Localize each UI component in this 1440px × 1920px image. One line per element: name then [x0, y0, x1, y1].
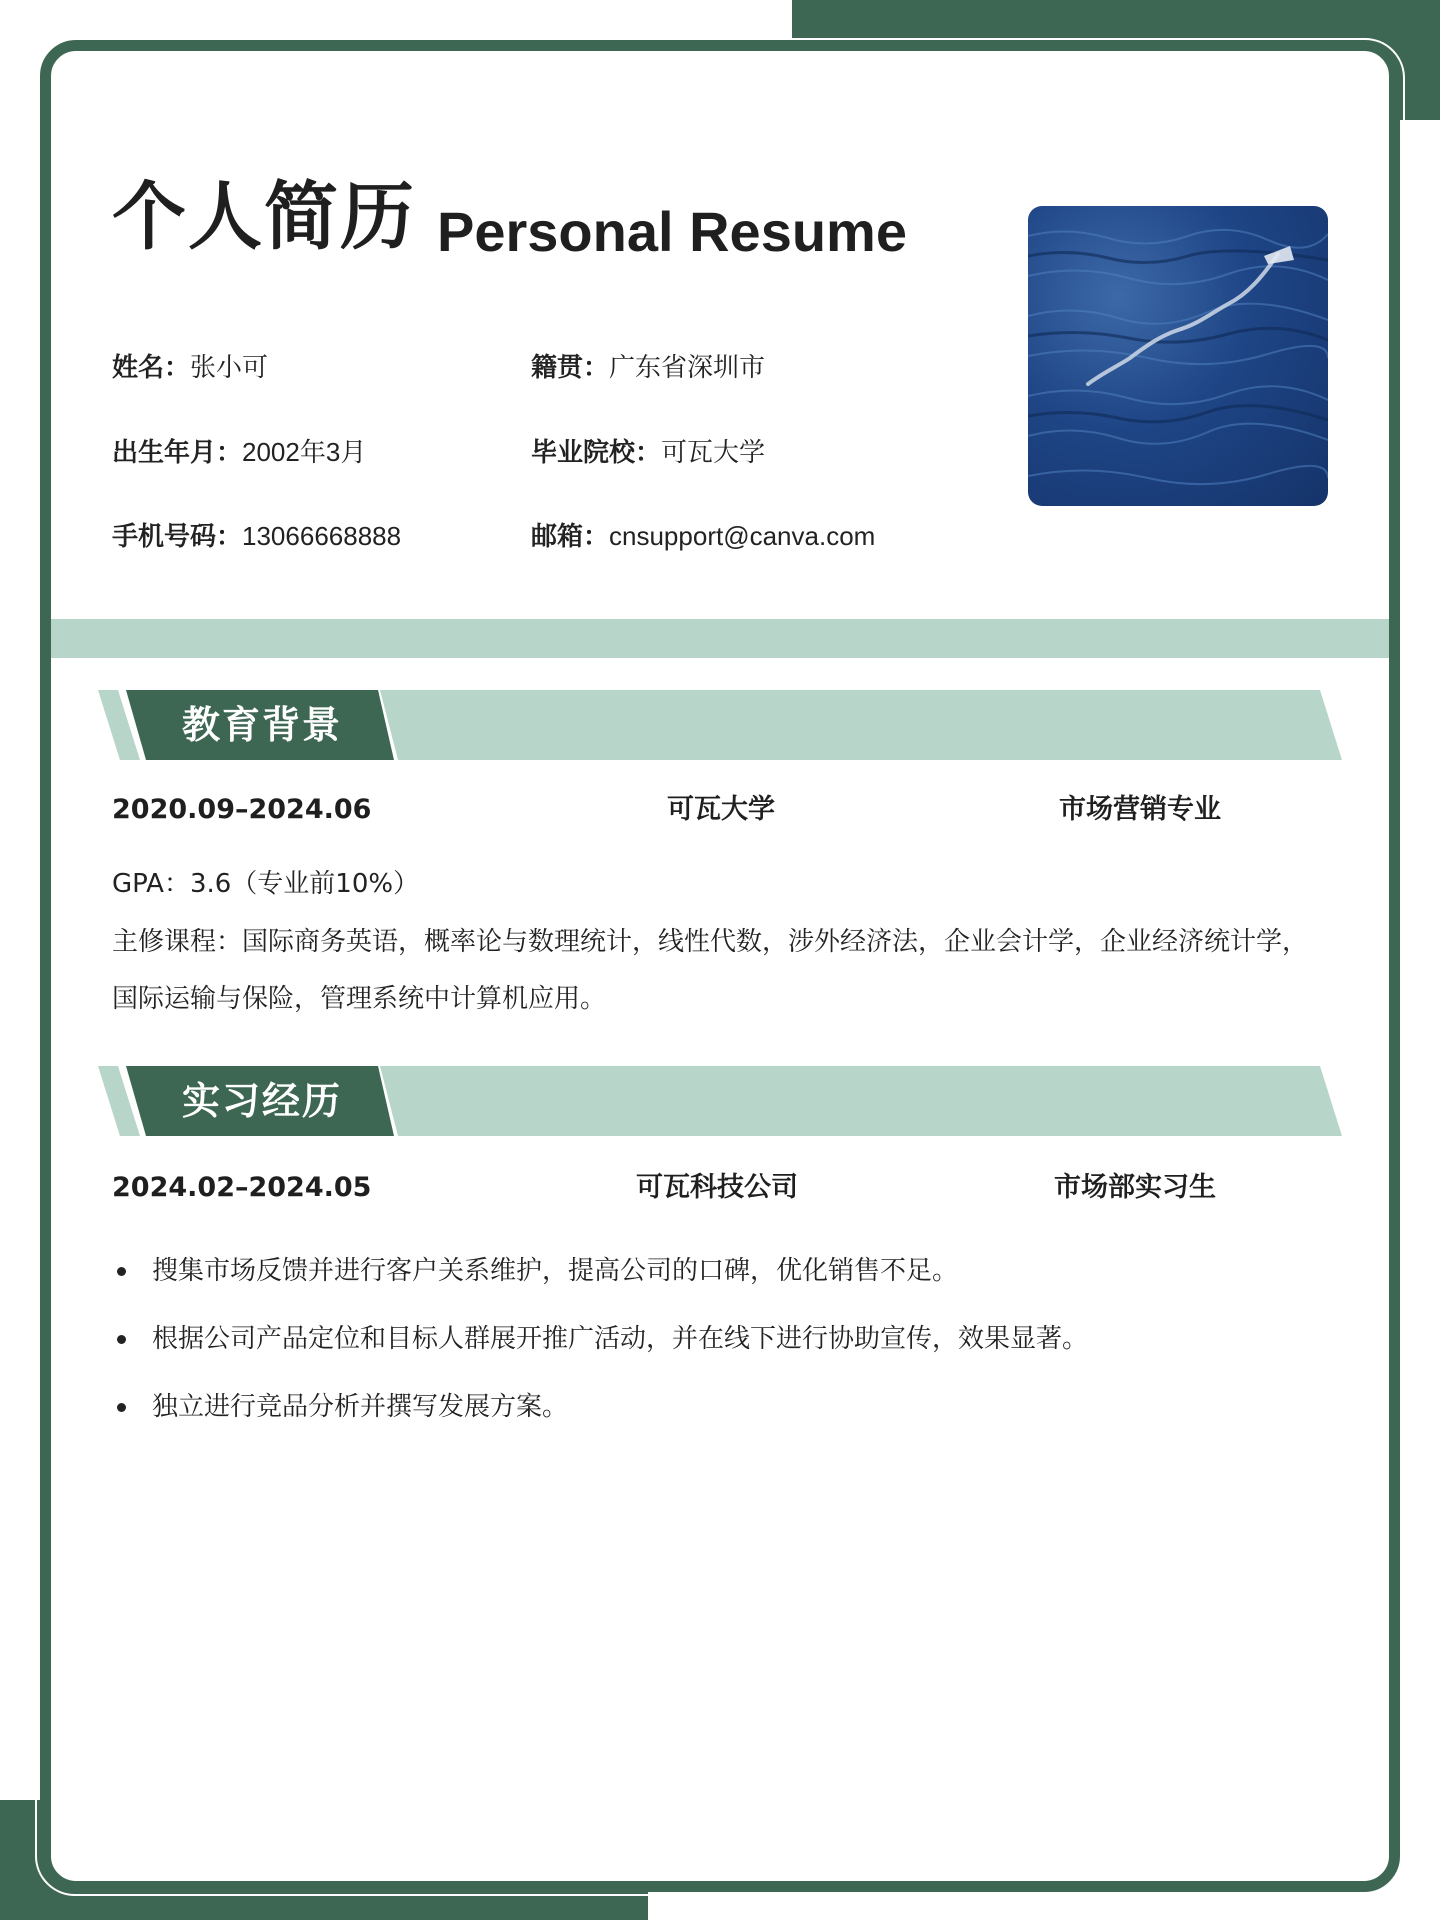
- list-item: [112, 1390, 1332, 1424]
- internship-company: 可瓦科技公司: [636, 1172, 798, 1203]
- bullet-icon: [117, 1403, 126, 1412]
- resume-title-cn: 个人简历: [112, 174, 416, 260]
- list-item: [112, 1322, 1332, 1356]
- education-section-header: [98, 690, 1342, 760]
- duty-text: 搜集市场反馈并进行客户关系维护，提高公司的口碑，优化销售不足。: [152, 1256, 959, 1286]
- internship-duties-list: [112, 1254, 1332, 1458]
- info-native-place: [531, 354, 765, 381]
- birth-label: 出生年月：: [112, 438, 243, 468]
- duty-text: 独立进行竞品分析并撰写发展方案。: [152, 1392, 569, 1422]
- education-courses: 主修课程：国际商务英语，概率论与数理统计，线性代数，涉外经济法，企业会计学，企业经济统计学，国际运输与保险，管理系统中计算机应用。: [112, 927, 1309, 1014]
- info-email: [531, 523, 875, 550]
- info-birth: [112, 439, 366, 466]
- internship-period: 2024.02–2024.05: [112, 1172, 372, 1203]
- ocean-photo-icon: [1028, 206, 1328, 506]
- email-value: cnsupport@canva.com: [609, 521, 876, 551]
- birth-value: 2002年3月: [242, 437, 367, 467]
- native-place-value: 广东省深圳市: [609, 352, 766, 382]
- school-value: 可瓦大学: [661, 437, 766, 467]
- resume-title-en: Personal Resume: [437, 200, 907, 263]
- education-section-title: 教育背景: [182, 703, 343, 747]
- education-gpa: GPA：3.6（专业前10%）: [112, 869, 420, 899]
- list-item: [112, 1254, 1332, 1288]
- internship-role: 市场部实习生: [1054, 1172, 1216, 1203]
- phone-value: 13066668888: [242, 521, 402, 551]
- profile-photo: [1028, 206, 1328, 506]
- internship-section-title: 实习经历: [182, 1079, 343, 1123]
- phone-label: 手机号码：: [112, 522, 243, 552]
- education-period: 2020.09–2024.06: [112, 794, 372, 825]
- bullet-icon: [117, 1335, 126, 1344]
- bullet-icon: [117, 1267, 126, 1276]
- name-value: 张小可: [190, 352, 269, 382]
- education-major: 市场营销专业: [1059, 794, 1221, 825]
- email-label: 邮箱：: [531, 522, 610, 552]
- divider-band: [51, 619, 1389, 658]
- info-name: [112, 354, 268, 381]
- info-school: [531, 439, 765, 466]
- name-label: 姓名：: [112, 353, 191, 383]
- info-phone: [112, 523, 401, 550]
- school-label: 毕业院校：: [531, 438, 662, 468]
- education-school: 可瓦大学: [667, 794, 775, 825]
- native-place-label: 籍贯：: [531, 353, 610, 383]
- internship-section-header: [98, 1066, 1342, 1136]
- duty-text: 根据公司产品定位和目标人群展开推广活动，并在线下进行协助宣传，效果显著。: [152, 1324, 1089, 1354]
